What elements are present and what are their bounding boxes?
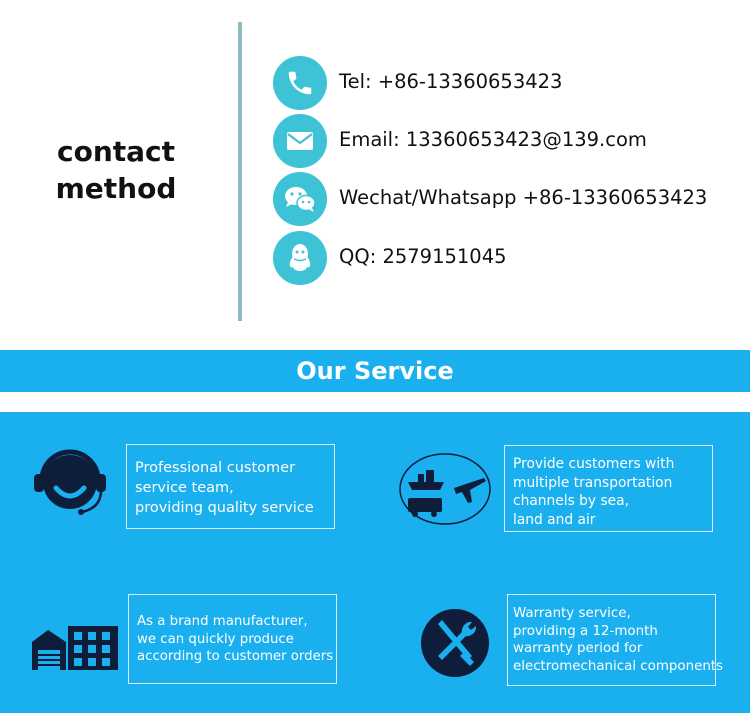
service-text-line: Professional customer [135, 460, 296, 476]
contact-title-line2: method [55, 172, 177, 205]
service-text-line: according to customer orders [137, 649, 334, 664]
transport-ship-plane-truck-icon [398, 452, 492, 530]
contact-wechat-text: Wechat/Whatsapp +86-13360653423 [339, 186, 708, 209]
service-text-line: Provide customers with [513, 456, 675, 472]
service-text-line: providing quality service [135, 500, 314, 516]
service-text-line: Warranty service, [513, 606, 631, 621]
service-text-line: As a brand manufacturer, [137, 614, 308, 629]
service-text-line: we can quickly produce [137, 631, 294, 647]
phone-icon [273, 56, 327, 110]
wechat-icon [273, 172, 327, 226]
contact-section [0, 0, 750, 340]
customer-service-headset-icon [30, 448, 110, 524]
contact-qq-text: QQ: 2579151045 [339, 245, 507, 268]
service-text-line: land and air [513, 511, 596, 528]
factory-building-icon [32, 624, 118, 676]
services-section [0, 412, 750, 713]
contact-title-line1: contact [56, 135, 176, 168]
service-box-warranty [507, 594, 724, 686]
service-box-customer [126, 444, 335, 529]
wrench-screwdriver-icon [420, 608, 490, 682]
service-text-line: warranty period for [513, 641, 643, 656]
divider [238, 22, 242, 321]
contact-title [46, 133, 186, 207]
service-text-line: electromechanical components [513, 658, 724, 674]
service-box-manufacturer [128, 594, 337, 684]
contact-email-text: Email: 13360653423@139.com [339, 128, 647, 151]
service-box-transport [504, 445, 713, 532]
qq-icon [273, 231, 327, 285]
service-text-line: providing a 12-month [513, 623, 658, 639]
contact-tel-text: Tel: +86-13360653423 [339, 70, 563, 93]
banner-title: Our Service [296, 357, 454, 385]
email-icon [273, 114, 327, 168]
service-text-line: channels by sea, [513, 493, 629, 509]
service-text-line: service team, [135, 480, 234, 496]
service-banner [0, 350, 750, 392]
service-text-line: multiple transportation [513, 474, 673, 491]
